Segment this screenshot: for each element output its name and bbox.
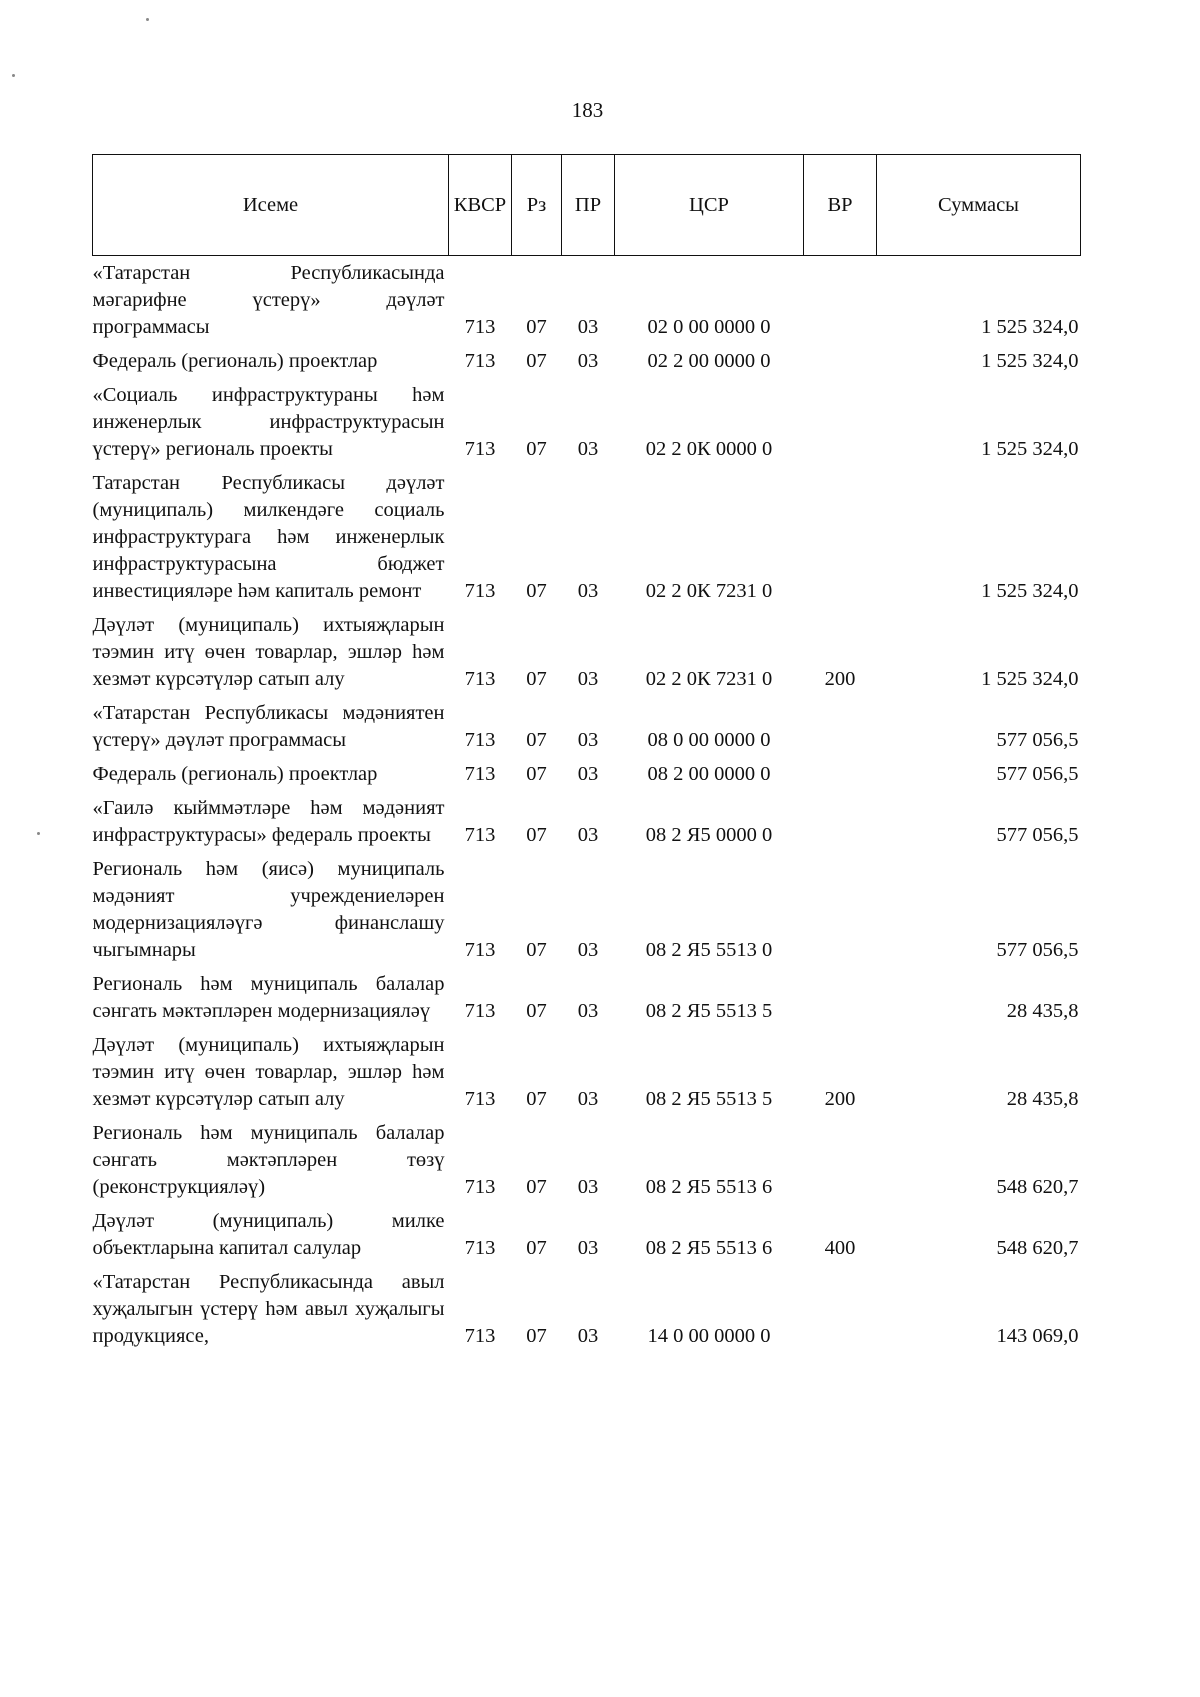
row-sum: 28 435,8	[1006, 1088, 1079, 1110]
row-rz: 07	[526, 729, 547, 751]
row-pr: 03	[577, 668, 599, 690]
row-csr: 14 0 00 0000 0	[647, 1325, 771, 1347]
row-rz: 07	[526, 824, 547, 846]
row-pr: 03	[577, 1325, 599, 1347]
row-pr: 03	[577, 939, 599, 961]
row-vr	[804, 344, 877, 378]
row-rz: 07	[526, 580, 547, 602]
row-rz: 07	[526, 1237, 547, 1259]
row-pr: 03	[577, 316, 599, 338]
row-kvsr: 713	[464, 580, 496, 602]
row-csr: 08 0 00 0000 0	[647, 729, 771, 751]
row-sum: 548 620,7	[996, 1237, 1079, 1259]
row-kvsr: 713	[464, 1088, 496, 1110]
table-row	[93, 608, 1081, 696]
row-pr: 03	[577, 1176, 599, 1198]
row-csr: 02 2 0К 7231 0	[645, 580, 773, 602]
row-rz: 07	[526, 763, 547, 785]
row-vr: 400	[824, 1237, 856, 1259]
row-sum: 577 056,5	[996, 729, 1079, 751]
row-pr: 03	[577, 1000, 599, 1022]
row-kvsr: 713	[464, 350, 496, 372]
header-sum: Суммасы	[877, 155, 1081, 256]
table-row	[93, 466, 1081, 608]
table-body	[93, 256, 1081, 1354]
row-sum: 548 620,7	[996, 1176, 1079, 1198]
row-rz: 07	[526, 939, 547, 961]
page-number: 183	[571, 98, 604, 122]
row-pr: 03	[577, 763, 599, 785]
row-kvsr: 713	[464, 1176, 496, 1198]
table-row	[93, 1204, 1081, 1265]
table-header	[93, 155, 1081, 256]
row-sum: 1 525 324,0	[981, 350, 1079, 372]
row-sum: 1 525 324,0	[981, 316, 1079, 338]
row-kvsr: 713	[464, 824, 496, 846]
row-vr: 200	[824, 1088, 856, 1110]
table-row	[93, 696, 1081, 757]
row-vr	[804, 757, 877, 791]
row-name: «Социаль инфраструктураны һәм инженерлык инфраструктурасын үстерү» региональ проекты	[92, 384, 445, 460]
row-name: «Гаилә кыйммәтләре һәм мәдәният инфраструктурасы» федераль проекты	[92, 797, 445, 846]
table-row	[93, 344, 1081, 378]
table-row	[93, 1028, 1081, 1116]
row-rz: 07	[526, 1176, 547, 1198]
row-name: Федераль (региональ) проектлар	[92, 763, 378, 785]
row-rz: 07	[526, 316, 547, 338]
row-vr	[804, 696, 877, 757]
row-kvsr: 713	[464, 763, 496, 785]
budget-table	[92, 154, 1081, 1353]
table-row	[93, 757, 1081, 791]
table-row	[93, 1265, 1081, 1353]
row-rz: 07	[526, 438, 547, 460]
row-csr: 08 2 Я5 5513 5	[645, 1088, 773, 1110]
row-vr	[804, 852, 877, 967]
header-csr: ЦСР	[615, 155, 804, 256]
row-name: «Татарстан Республикасында мәгарифне үстерү» дәүләт программасы	[92, 262, 445, 338]
row-name: Региональ һәм муниципаль балалар сәнгать мәктәпләрен модернизацияләү	[92, 973, 445, 1022]
row-sum: 1 525 324,0	[981, 668, 1079, 690]
header-pr: ПР	[562, 155, 615, 256]
row-name: Федераль (региональ) проектлар	[92, 350, 378, 372]
row-pr: 03	[577, 350, 599, 372]
table-row	[93, 1116, 1081, 1204]
row-sum: 577 056,5	[996, 824, 1079, 846]
row-kvsr: 713	[464, 729, 496, 751]
row-name: «Татарстан Республикасында авыл хуҗалыгын үстерү һәм авыл хуҗалыгы продукциясе,	[92, 1271, 445, 1347]
row-rz: 07	[526, 1325, 547, 1347]
row-vr: 200	[824, 668, 856, 690]
row-csr: 08 2 Я5 5513 6	[645, 1176, 773, 1198]
row-csr: 02 2 0К 7231 0	[645, 668, 773, 690]
row-csr: 08 2 00 0000 0	[647, 763, 771, 785]
row-pr: 03	[577, 729, 599, 751]
row-vr	[804, 466, 877, 608]
row-csr: 02 2 00 0000 0	[647, 350, 771, 372]
row-csr: 02 2 0К 0000 0	[645, 438, 773, 460]
row-vr	[804, 967, 877, 1028]
row-kvsr: 713	[464, 939, 496, 961]
row-name: Дәүләт (муниципаль) ихтыяҗларын тәэмин итү өчен товарлар, эшләр һәм хезмәт күрсәтүләр сатып алу	[92, 1034, 445, 1110]
row-rz: 07	[526, 350, 547, 372]
table-row	[93, 791, 1081, 852]
row-vr	[804, 1116, 877, 1204]
row-kvsr: 713	[464, 1325, 496, 1347]
row-sum: 28 435,8	[1006, 1000, 1079, 1022]
row-csr: 08 2 Я5 5513 5	[645, 1000, 773, 1022]
row-vr	[804, 1265, 877, 1353]
row-sum: 1 525 324,0	[981, 580, 1079, 602]
row-name: Дәүләт (муниципаль) ихтыяҗларын тәэмин итү өчен товарлар, эшләр һәм хезмәт күрсәтүләр сатып алу	[92, 614, 445, 690]
row-sum: 143 069,0	[996, 1325, 1079, 1347]
row-sum: 577 056,5	[996, 939, 1079, 961]
row-kvsr: 713	[464, 1237, 496, 1259]
row-name: «Татарстан Республикасы мәдәниятен үстерү» дәүләт программасы	[92, 702, 445, 751]
table-row	[93, 852, 1081, 967]
row-name: Дәүләт (муниципаль) милке объектларына капитал салулар	[92, 1210, 445, 1259]
row-kvsr: 713	[464, 1000, 496, 1022]
row-vr	[804, 256, 877, 345]
row-kvsr: 713	[464, 668, 496, 690]
row-rz: 07	[526, 1000, 547, 1022]
row-csr: 08 2 Я5 5513 0	[645, 939, 773, 961]
row-vr	[804, 791, 877, 852]
row-pr: 03	[577, 580, 599, 602]
row-rz: 07	[526, 668, 547, 690]
table-row	[93, 256, 1081, 345]
row-pr: 03	[577, 824, 599, 846]
header-rz: Рз	[512, 155, 562, 256]
row-csr: 08 2 Я5 0000 0	[645, 824, 773, 846]
row-name: Региональ һәм муниципаль балалар сәнгать мәктәпләрен төзү (реконструкцияләү)	[92, 1122, 445, 1198]
row-kvsr: 713	[464, 316, 496, 338]
row-csr: 08 2 Я5 5513 6	[645, 1237, 773, 1259]
row-csr: 02 0 00 0000 0	[647, 316, 771, 338]
row-vr	[804, 378, 877, 466]
header-name: Исеме	[93, 155, 449, 256]
row-sum: 1 525 324,0	[981, 438, 1079, 460]
row-name: Татарстан Республикасы дәүләт (муниципаль) милкендәге социаль инфраструктурага һәм инженерлык инфраструктурасына бюджет инвестицияләре һәм капиталь ремонт	[92, 472, 445, 602]
header-vr: ВР	[804, 155, 877, 256]
header-kvsr: КВСР	[449, 155, 512, 256]
row-name: Региональ һәм (яисә) муниципаль мәдәният учреждениеләрен модернизацияләүгә финанслашу чыгымнары	[92, 858, 445, 961]
table-row	[93, 378, 1081, 466]
row-rz: 07	[526, 1088, 547, 1110]
row-sum: 577 056,5	[996, 763, 1079, 785]
row-pr: 03	[577, 1088, 599, 1110]
row-pr: 03	[577, 1237, 599, 1259]
row-pr: 03	[577, 438, 599, 460]
table-row	[93, 967, 1081, 1028]
row-kvsr: 713	[464, 438, 496, 460]
